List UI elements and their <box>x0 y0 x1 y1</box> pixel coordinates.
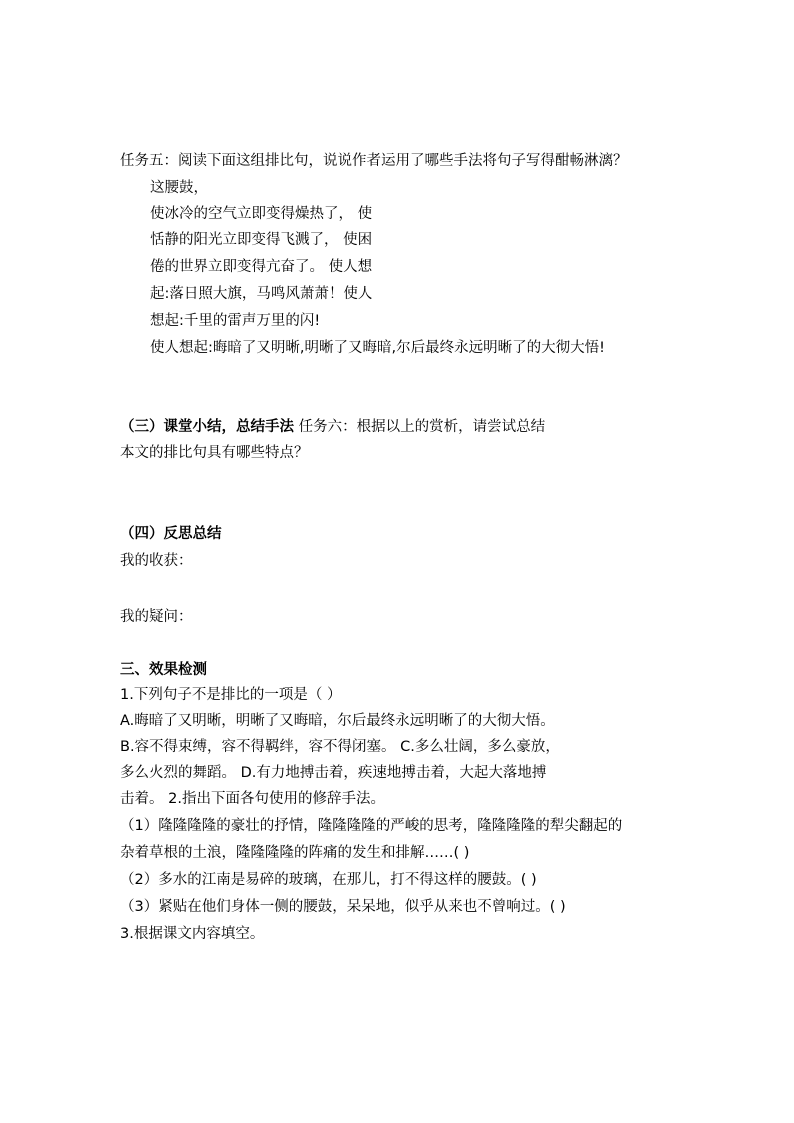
task6-text: 任务六：根据以上的赏析，请尝试总结 <box>294 419 546 435</box>
question-line: 击着。 2.指出下面各句使用的修辞手法。 <box>120 791 385 807</box>
task5-line: 恬静的阳光立即变得飞溅了， 使困 <box>150 232 373 248</box>
task5-line: 倦的世界立即变得亢奋了。 使人想 <box>150 259 373 275</box>
doubt-label: 我的疑问： <box>120 609 193 625</box>
question-line: （2）多水的江南是易碎的玻璃，在那儿，打不得这样的腰鼓。( ) <box>120 872 537 888</box>
question-line: 1.下列句子不是排比的一项是（ ） <box>120 687 342 703</box>
task5-line: 起:落日照大旗，马鸣风萧萧！使人 <box>150 286 373 302</box>
task5-line: 使人想起:晦暗了又明晰,明晰了又晦暗,尔后最终永远明晰了的大彻大悟! <box>150 340 605 356</box>
section3-line <box>120 417 545 437</box>
question-line: 3.根据课文内容填空。 <box>120 926 265 942</box>
section3-heading: （三）课堂小结，总结手法 <box>120 419 294 435</box>
question-line: A.晦暗了又明晰，明晰了又晦暗，尔后最终永远明晰了的大彻大悟。 <box>120 713 555 729</box>
question-line: （3）紧贴在他们身体一侧的腰鼓，呆呆地，似乎从来也不曾响过。( ) <box>120 899 566 915</box>
task6-text-cont: 本文的排比句具有哪些特点？ <box>120 445 309 461</box>
section4-heading: （四）反思总结 <box>120 526 222 542</box>
gain-label: 我的收获： <box>120 553 193 569</box>
question-line: 多么火烈的舞蹈。 D.有力地搏击着，疾速地搏击着，大起大落地搏 <box>120 765 547 781</box>
question-line: B.容不得束缚，容不得羁绊，容不得闭塞。 C.多么壮阔，多么豪放， <box>120 739 560 755</box>
part3-heading: 三、效果检测 <box>120 662 207 678</box>
question-line: 杂着草根的土浪，隆隆隆隆的阵痛的发生和排解……( ) <box>120 845 470 861</box>
task5-line: 使冰冷的空气立即变得燥热了， 使 <box>150 206 373 222</box>
question-line: （1）隆隆隆隆的豪壮的抒情，隆隆隆隆的严峻的思考，隆隆隆隆的犁尖翻起的 <box>120 818 623 834</box>
task5-title: 任务五：阅读下面这组排比句，说说作者运用了哪些手法将句子写得酣畅淋漓？ <box>120 153 628 169</box>
task5-line: 想起:千里的雷声万里的闪! <box>150 313 321 329</box>
task5-line: 这腰鼓， <box>150 180 208 196</box>
